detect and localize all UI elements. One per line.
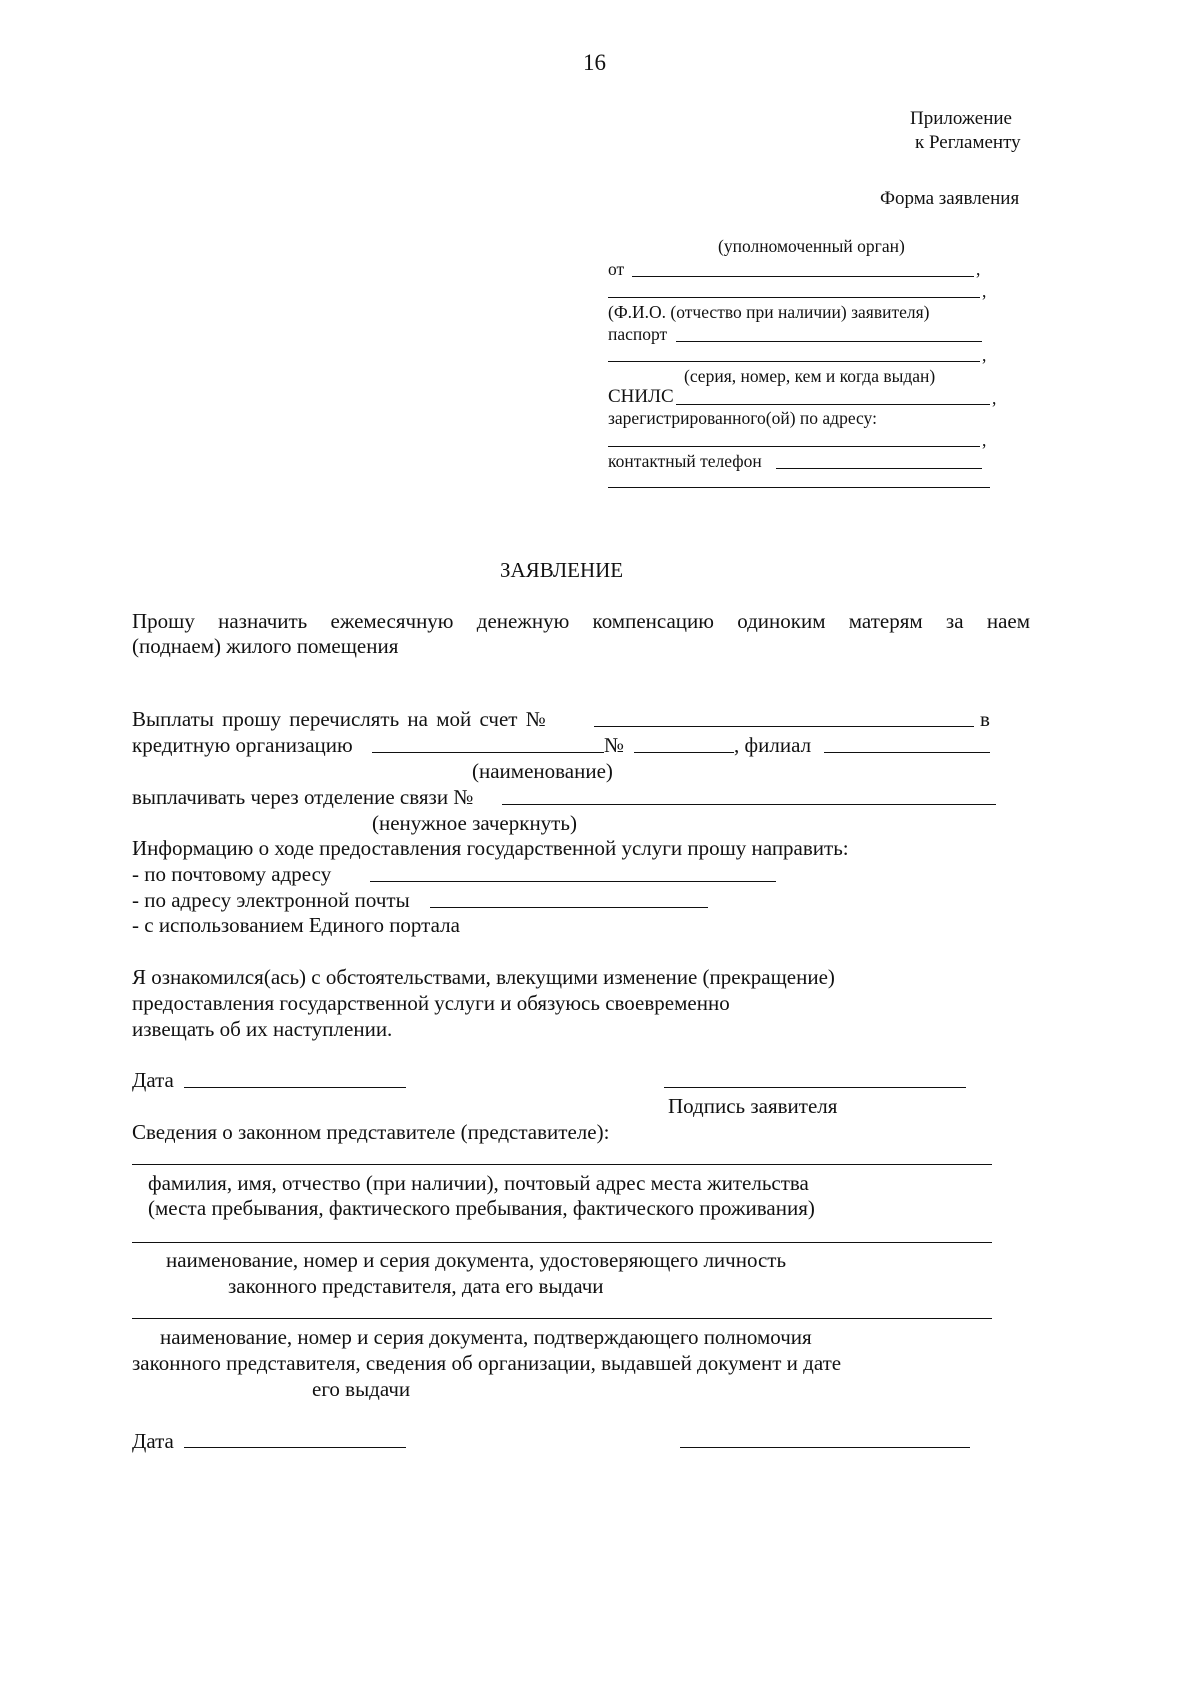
representative-date-label: Дата — [132, 1429, 174, 1453]
comma: , — [982, 281, 987, 301]
representative-caption3-line1: наименование, номер и серия документа, подтверждающего полномочия — [160, 1325, 812, 1349]
info-postal: - по почтовому адресу — [132, 862, 332, 886]
branch-label: , филиал — [734, 733, 812, 757]
snils-label: СНИЛС — [608, 386, 674, 407]
authority-caption: (уполномоченный орган) — [718, 236, 905, 256]
comma: , — [982, 345, 987, 365]
representative-authority-field[interactable] — [132, 1318, 992, 1319]
document-title: ЗАЯВЛЕНИЕ — [500, 558, 624, 582]
acknowledgement-line2: предоставления государственной услуги и обязуюсь своевременно — [132, 991, 730, 1015]
phone-field[interactable] — [776, 468, 982, 469]
representative-caption3-line2: законного представителя, сведения об организации, выдавшей документ и дате — [132, 1351, 842, 1375]
request-line1: Прошу назначить ежемесячную денежную компенсацию одиноким матерям за наем — [132, 609, 1030, 633]
email-field[interactable] — [430, 907, 708, 908]
post-office-field[interactable] — [502, 804, 996, 805]
appendix-line1: Приложение — [910, 108, 1012, 129]
from-field-continued[interactable] — [608, 297, 980, 298]
phone-label: контактный телефон — [608, 451, 762, 471]
request-line2: (поднаем) жилого помещения — [132, 634, 399, 658]
info-portal: - с использованием Единого портала — [132, 913, 460, 937]
address-field[interactable] — [608, 446, 980, 447]
fio-caption: (Ф.И.О. (отчество при наличии) заявителя) — [608, 302, 930, 322]
representative-caption2-line1: наименование, номер и серия документа, удостоверяющего личность — [166, 1248, 787, 1272]
account-suffix: в — [980, 707, 990, 731]
snils-field[interactable] — [676, 404, 990, 405]
signature-field[interactable] — [664, 1087, 966, 1088]
branch-field[interactable] — [824, 752, 990, 753]
acknowledgement-line1: Я ознакомился(ась) с обстоятельствами, влекущими изменение (прекращение) — [132, 965, 835, 989]
account-number-field[interactable] — [594, 726, 974, 727]
account-label: Выплаты прошу перечислять на мой счет № — [132, 707, 546, 731]
form-label: Форма заявления — [880, 188, 1020, 209]
representative-heading: Сведения о законном представителе (представителе): — [132, 1120, 610, 1144]
acknowledgement-line3: извещать об их наступлении. — [132, 1017, 393, 1041]
from-field[interactable] — [632, 276, 974, 277]
passport-field-continued[interactable] — [608, 361, 980, 362]
passport-label: паспорт — [608, 324, 668, 344]
postal-address-field[interactable] — [370, 881, 776, 882]
representative-caption1-line2: (места пребывания, фактического пребывания, фактического проживания) — [148, 1196, 815, 1220]
comma: , — [992, 388, 997, 408]
credit-org-field[interactable] — [372, 752, 604, 753]
credit-org-number-field[interactable] — [634, 752, 734, 753]
representative-name-field[interactable] — [132, 1164, 992, 1165]
representative-caption3-line3: его выдачи — [312, 1377, 411, 1401]
page-number: 16 — [583, 50, 606, 75]
info-intro: Информацию о ходе предоставления государственной услуги прошу направить: — [132, 836, 849, 860]
name-caption: (наименование) — [472, 759, 613, 783]
passport-field[interactable] — [676, 341, 982, 342]
representative-date-field[interactable] — [184, 1447, 406, 1448]
credit-org-label: кредитную организацию — [132, 733, 353, 757]
credit-org-number-sign: № — [604, 733, 625, 757]
passport-caption: (серия, номер, кем и когда выдан) — [684, 366, 936, 386]
appendix-line2: к Регламенту — [915, 132, 1021, 153]
representative-caption2-line2: законного представителя, дата его выдачи — [228, 1274, 604, 1298]
strike-caption: (ненужное зачеркнуть) — [372, 811, 577, 835]
registered-label: зарегистрированного(ой) по адресу: — [608, 408, 877, 428]
post-office-label: выплачивать через отделение связи № — [132, 785, 474, 809]
header-extra-line[interactable] — [608, 487, 990, 488]
comma: , — [976, 259, 981, 279]
signature-caption: Подпись заявителя — [668, 1094, 838, 1118]
representative-signature-field[interactable] — [680, 1447, 970, 1448]
representative-caption1-line1: фамилия, имя, отчество (при наличии), почтовый адрес места жительства — [148, 1171, 809, 1195]
date-label: Дата — [132, 1068, 174, 1092]
representative-id-field[interactable] — [132, 1242, 992, 1243]
from-label: от — [608, 259, 625, 279]
date-field[interactable] — [184, 1087, 406, 1088]
info-email: - по адресу электронной почты — [132, 888, 410, 912]
comma: , — [982, 430, 987, 450]
